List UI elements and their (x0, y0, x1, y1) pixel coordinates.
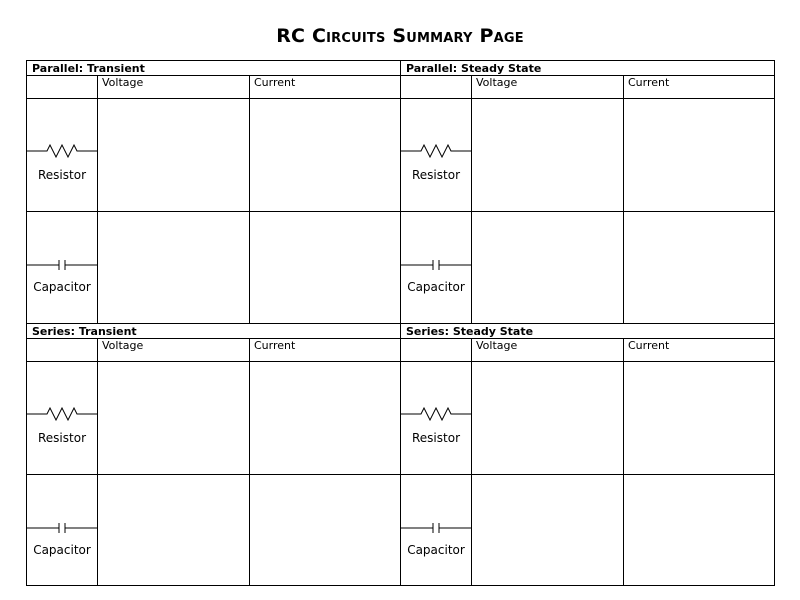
column-divider (249, 76, 250, 324)
column-header-voltage: Voltage (102, 339, 144, 352)
resistor-icon (401, 144, 471, 158)
row-label-capacitor: Capacitor (33, 280, 91, 294)
row-divider (27, 474, 774, 475)
series-section (27, 324, 774, 586)
column-header-current: Current (628, 339, 670, 352)
section-title-series-transient: Series: Transient (32, 325, 137, 338)
parallel-section (27, 61, 774, 324)
row-label-resistor: Resistor (412, 431, 460, 445)
column-header-voltage: Voltage (102, 76, 144, 89)
row-label-resistor: Resistor (412, 168, 460, 182)
capacitor-icon (401, 521, 471, 535)
page-title: RC Circuits Summary Page (276, 25, 524, 47)
column-header-current: Current (254, 76, 296, 89)
row-label-resistor: Resistor (38, 168, 86, 182)
resistor-icon (27, 407, 97, 421)
capacitor-icon (27, 258, 97, 272)
resistor-icon (401, 407, 471, 421)
column-divider (97, 339, 98, 586)
row-label-capacitor: Capacitor (407, 280, 465, 294)
row-divider (27, 211, 774, 212)
column-divider (623, 76, 624, 324)
section-title-series-steady: Series: Steady State (406, 325, 534, 338)
summary-table (26, 60, 775, 586)
column-header-current: Current (254, 339, 296, 352)
column-divider (471, 339, 472, 586)
column-header-current: Current (628, 76, 670, 89)
capacitor-icon (401, 258, 471, 272)
resistor-icon (27, 144, 97, 158)
column-divider (249, 339, 250, 586)
column-header-voltage: Voltage (476, 339, 518, 352)
section-title-parallel-steady: Parallel: Steady State (406, 62, 542, 75)
column-divider (97, 76, 98, 324)
row-label-resistor: Resistor (38, 431, 86, 445)
column-divider (471, 76, 472, 324)
column-header-voltage: Voltage (476, 76, 518, 89)
row-label-capacitor: Capacitor (407, 543, 465, 557)
column-divider (623, 339, 624, 586)
section-title-parallel-transient: Parallel: Transient (32, 62, 145, 75)
capacitor-icon (27, 521, 97, 535)
row-label-capacitor: Capacitor (33, 543, 91, 557)
